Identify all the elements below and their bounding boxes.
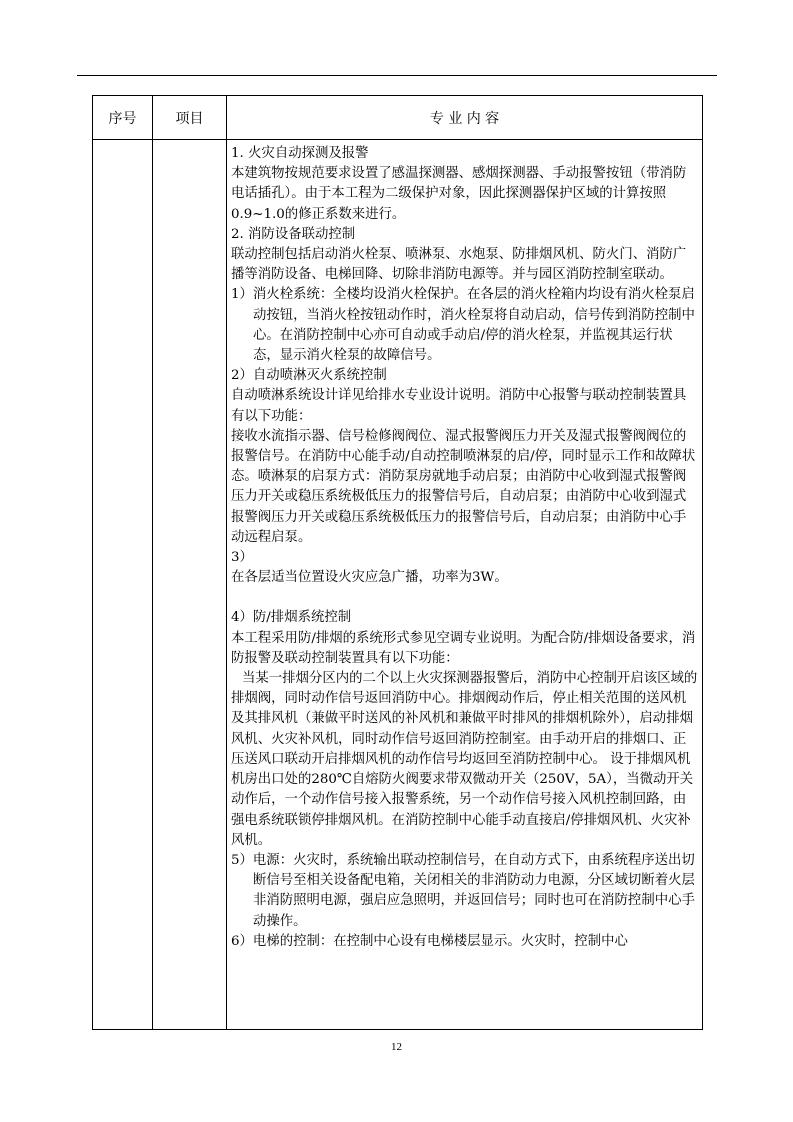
paragraph: 在各层适当位置设火灾应急广播，功率为3W。	[231, 570, 508, 586]
blank-line	[231, 588, 699, 608]
header-seq: 序号	[93, 96, 153, 140]
paragraph: 联动控制包括启动消火栓泵、喷淋泵、水炮泵、防排烟风机、防火门、消防广播等消防设备、电梯回降、切除非消防电源等。并与园区消防控制室联动。	[231, 247, 687, 283]
table-body-row	[93, 140, 703, 1030]
paragraph: 本建筑物按规范要求设置了感温探测器、感烟探测器、手动报警按钮（带消防电话插孔）。由于本工程为二级保护对象，因此探测器保护区域的计算按照0.9~1.0的修正系数来进行。	[231, 166, 687, 222]
spec-table	[92, 95, 703, 1030]
content-body	[227, 140, 702, 952]
heading-linkage-control: 2. 消防设备联动控制	[231, 226, 356, 242]
cell-item	[153, 140, 227, 1030]
page-number: 12	[391, 1041, 402, 1053]
list-item-power: 5）电源：火灾时，系统输出联动控制信号，在自动方式下，由系统程序送出切断信号至相关设备配电箱，关闭相关的非消防动力电源，分区域切断着火层非消防照明电源，强启应急照明，并返回信号；同时也可在消防控制中心手动操作。	[231, 852, 695, 929]
table-header-row	[93, 96, 703, 140]
list-item-hydrant: 1）消火栓系统：全楼均设消火栓保护。在各层的消火栓箱内均设有消火栓泵启动按钮，当消火栓按钮动作时，消火栓泵将自动启动，信号传到消防控制中心。在消防控制中心亦可自动或手动启/停的消火栓泵，并监视其运行状态，显示消火栓泵的故障信号。	[231, 287, 695, 364]
heading-fire-detection: 1. 火灾自动探测及报警	[231, 146, 369, 161]
list-item-3: 3）	[231, 550, 253, 566]
paragraph: 当某一排烟分区内的二个以上火灾探测器报警后，消防中心控制开启该区域的排烟阀，同时动作信号返回消防中心。排烟阀动作后，停止相关范围的送风机及其排风机（兼做平时送风的补风机和兼做平时排风的排烟机除外），启动排烟风机、火灾补风机，同时动作信号返回消防控制室。由手动开启的排烟口、正压送风口联动开启排烟风机的动作信号均返回至消防控制中心。 设于排烟风机机房出口处的280℃自熔防火阀要求带双微动开关（250V，5A），当微动开关动作后，一个动作信号接入报警系统，另一个动作信号接入风机控制回路，由强电系统联锁停排烟风机。在消防控制中心能手动直接启/停排烟风机、火灾补风机。	[231, 671, 698, 848]
header-content: 专 业 内 容	[227, 96, 703, 140]
cell-seq	[93, 140, 153, 1030]
cell-content	[227, 140, 703, 1030]
paragraph: 接收水流指示器、信号检修阀阀位、湿式报警阀压力开关及湿式报警阀阀位的报警信号。在消防中心能手动/自动控制喷淋泵的启/停，同时显示工作和故障状态。喷淋泵的启泵方式：消防泵房就地手动启泵；由消防中心收到湿式报警阀压力开关或稳压系统极低压力的报警信号后，自动启泵；由消防中心收到湿式报警阀压力开关或稳压系统极低压力的报警信号后，自动启泵；由消防中心手动远程启泵。	[231, 428, 696, 545]
list-item-sprinkler-title: 2）自动喷淋灭火系统控制	[231, 368, 387, 384]
list-item-smoke-title: 4）防/排烟系统控制	[231, 610, 352, 626]
paragraph: 本工程采用防/排烟的系统形式参见空调专业说明。为配合防/排烟设备要求，消防报警及联动控制装置具有以下功能：	[231, 630, 696, 666]
paragraph: 自动喷淋系统设计详见给排水专业设计说明。消防中心报警与联动控制装置具有以下功能：	[231, 388, 687, 424]
list-item-elevator: 6）电梯的控制：在控制中心设有电梯楼层显示。火灾时，控制中心	[231, 933, 628, 949]
header-rule	[77, 75, 717, 76]
header-item: 项目	[153, 96, 227, 140]
